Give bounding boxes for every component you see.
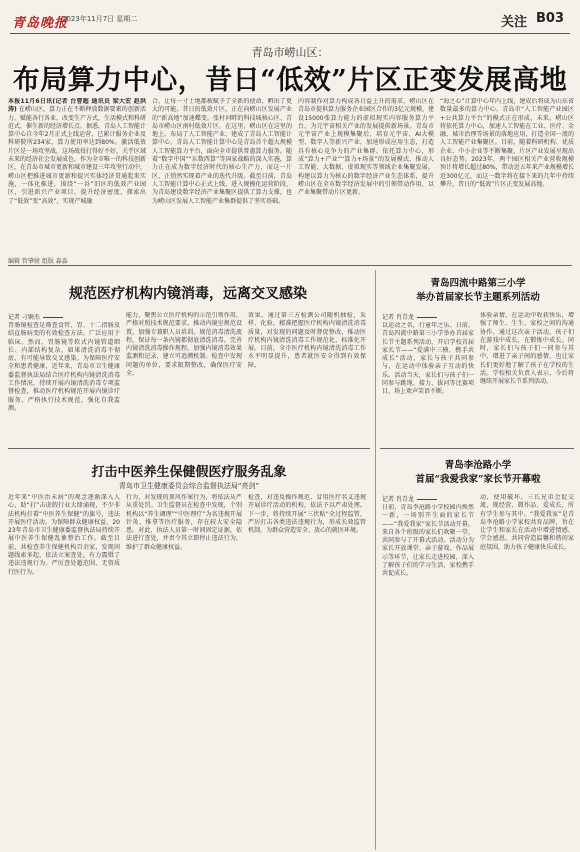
column-divider bbox=[375, 270, 376, 850]
story-divider-right bbox=[380, 448, 574, 449]
story4-headline-line2: 举办首届家长节主题系列活动 bbox=[416, 292, 540, 303]
lead-headline: 布局算力中心，昔日“低效”片区正变发展高地 bbox=[12, 65, 568, 96]
story5-column-1: 日前，青岛李沧路小学校园内焕然一新，一场别开生面的家长节——“我爱我家”家长节活动开幕，来自各个班级的家长们欢聚一堂，共同参与了开幕式活动。活动分为家长开放课堂、亲子游戏、作品展示等环节，让家长走进校园，深入了解孩子们的学习生活，家校携手共促成长。 bbox=[382, 504, 474, 578]
story3-headline: 打击中医养生保健假医疗服务乱象 bbox=[91, 465, 287, 480]
masthead bbox=[0, 0, 580, 36]
story2-column-1: 胃肠镜检查是筛查食管、胃、十二指肠及结直肠病变的有效检查方法。广泛应用于临床。然而，胃肠镜等软式内镜管道细长、内部结构复杂，如果清洗消毒不彻底，有可能导致交叉感染。为保障医疗安全和患者健康，近年来，青岛市卫生健康委监督执法局结合医疗机构内镜清洗消毒工作情况，持续开展内镜清洗消毒专项监督检查，推动医疗机构规范开展内镜诊疗服务。严格执行技术规范，强化自我监测。 bbox=[8, 322, 120, 412]
issue-date: 2023年11月7日 星期二 bbox=[62, 15, 138, 23]
section-divider bbox=[8, 265, 572, 266]
story4-headline-line1: 青岛四流中路第三小学 bbox=[430, 278, 526, 289]
story2-reporter-text: 记者 刁婀杰 bbox=[8, 314, 40, 321]
story5-column-2: 动，使用破坏、三长兄弟会促交流、现经营、微作品、爱成长，所有学生参与其中。“我爱我家”是青岛李沧路小学家校共育品牌，旨在让学生和家长在活动中增进情感，学会感恩，共同营造温馨和谐的家庭氛围，助力孩子健康快乐成长。 bbox=[480, 494, 574, 551]
story4-reporter bbox=[382, 312, 437, 321]
lead-byline: 本报11月6日讯(记者 台曹超 通讯员 梁大宏 赵洪涛) bbox=[8, 98, 146, 114]
lead-column-1 bbox=[8, 98, 146, 250]
story4-column-2: 体验亲情，在运动中收获快乐，增强了师生、生生、家校之间的沟通协作。通过这次亲子活动，孩子们在游戏中成长，在锻炼中成长。同时，家长们与孩子们一同参与其中，增进了亲子间的感情，也让家长们更好地了解了孩子在学校的生活。学校相关负责人表示，今后将继续开展家长节系列活动。 bbox=[480, 312, 574, 386]
page-number: B03 bbox=[536, 11, 564, 26]
masthead-rule bbox=[10, 33, 570, 34]
story5-headline-line2: 首届“我爱我家”家长节开幕啦 bbox=[415, 474, 541, 485]
reporter-rule bbox=[417, 499, 437, 500]
story5-headline bbox=[382, 459, 574, 487]
story-divider bbox=[8, 448, 370, 449]
section-title: 关注 bbox=[501, 15, 528, 30]
lead-column-3: 内容制作对算力构成各日益上升的需求，崂山区在青岛市提供算力服务企业园区合作的3亿元规模，建设15000张算力能力的虚拟现实内容服务算力平台，为元宇宙相关产业的发展提供新场景。青岛市元宇宙产业上规模集聚后，培育元宇宙、AI大模型、数字人等新兴产业，加速形成应用生态，打造具有核心竞争力的产业集群。依托算力中心，形成“算力+产业”“算力+场景”的发展模式，推动人工智能、大数据、虚拟现实等领域企业集聚发展，构建以算力为核心的数字经济产业生态体系，提升崂山区在全市数字经济发展中的引领带动作用，以产业集聚带动片区更新。 bbox=[298, 98, 434, 197]
story2-column-2: 能力，聚焦公立医疗机构的示范引领作用，严格对照技术规范要求，推动内镜室规范设置，加强专兼职人员培训。规范消毒清洗流程，保证每一条内镜都彻底清洗消毒。完善内镜清洗消毒操作规程，加强内镜消毒效果监测和记录，建立可追溯机制。检查中发现问题的单位，要求限期整改，确保医疗安全。 bbox=[126, 312, 242, 378]
story5-headline-line1: 青岛李沧路小学 bbox=[444, 460, 512, 471]
story5-reporter-text: 记者 肖青龙 bbox=[382, 496, 414, 503]
reporter-rule bbox=[43, 317, 63, 318]
lead-kicker: 青岛市崂山区： bbox=[251, 46, 329, 59]
story2-column-3: 效果，通过第三方检测公司随机抽检，采样、化验，精准把握医疗机构内镜清洗消毒质量，对发现的问题及时督促整改，推动医疗机构内镜清洗消毒工作规范化、标准化开展。目前，全市医疗机构内镜清洗消毒工作水平明显提升，患者就医安全得到有效保障。 bbox=[248, 312, 366, 369]
story3-column-2: 行为，对发现的顶风作案行为，将依法从严从重处罚。卫生监督员在检查中发现，个别机构以“养生调理”“中医理疗”为名违规开展针灸、推拿等医疗服务，存在较大安全隐患。对此，执法人员第一时间固定证据，依法进行查处，并责令其立即停止违法行为，维护了群众健康权益。 bbox=[126, 494, 242, 551]
lead-column-2: 合，让每一寸土地都被赋予了全新的使命，孵出了更大的可能。昔日的低效片区，正在向崂山区发展产业的“新高地”加速蝶变。张村河畔的科技城核心区、青岛市崂山区南村低效片区，在这里，崂山区在这里的地上，布局了人工智能产业，建成了青岛人工智能计算中心，青岛人工智能计算中心是青岛首个超大规模人工智能算力平台，面向全市提供普惠算力服务。随着“数字中国”“东数西算”等国家战略的深入实施，算力正在成为数字经济时代的核心生产力，而这一片区，正悄然实现着产业的迭代升级。截至目前，青岛人工智能计算中心正式上线，进入规模化运营阶段，为青岛建设数字经济产业集聚区提供了算力支撑，也为崂山区发展人工智能产业集群提供了坚实基础。 bbox=[152, 98, 292, 205]
story2-reporter bbox=[8, 312, 63, 321]
story3-column-3: 检查，对违反操作规范、冒用医疗名义违规开展诊疗活动的机构，依法予以严肃处理。下一步，将持续开展“三伏贴”全过程监管，严厉打击各类违法违规行为，形成长效监管机制，为群众营造安全、放心的就医环境。 bbox=[248, 494, 366, 535]
story2-headline: 规范医疗机构内镜消毒，远离交叉感染 bbox=[69, 286, 307, 302]
story3-column-1: 近年来“中医治未病”的观念逐渐深入人心，助“打”击虚假行业大肆涌现，不少非法机构打着“中医养生保健”的旗号，违法开展医疗活动。为保障群众健康权益，2023年青岛市卫生健康委监督执法局持续开展中医养生保健乱象整治工作。截至目前，共检查养生保健机构百余家，发现问题线索多起，依法立案查处，有力震慑了违法违规行为。严厉查处超范围、无资质行医行为。 bbox=[8, 494, 120, 576]
story4-reporter-text: 记者 肖青龙 bbox=[382, 314, 414, 321]
editor-credit: 编辑 管肇骏 组版 淼淼 bbox=[8, 258, 68, 265]
lead-col1-text: 在崂山区，算力正在不断释放数据要素的创新活力，赋能各行各业，改变生产方式，生活模式和科研范式，催生新的经济增长点。据悉，青岛人工智能计算中心自今年2月正式上线运营，已累计服务企业及科研院所234家，算力使用率达到80%。激活低效片区是一场攻坚战，这场战役打得好不好，关乎区域未来的经济社会发展成色。作为全市唯一的科技创新区，在青岛市城市更新和城市建设三年攻坚行动中，崂山区把推进城市更新和提兴实体经济贯通起来实施，一体化推进，围绕“一谷”旧区的低效产业园区，引进新兴产业项目，提升经济密度，探索出了“低效”变“高效”，实现产城融 bbox=[8, 106, 146, 205]
newspaper-logo: 青岛晚报 bbox=[12, 16, 69, 31]
reporter-rule bbox=[417, 317, 437, 318]
story3-subhead: 青岛市卫生健康委员会综合监督执法局“亮剑” bbox=[118, 482, 260, 490]
story5-reporter bbox=[382, 494, 437, 503]
story4-headline bbox=[382, 277, 574, 305]
lead-column-4: “海之心”计算中心年内上线，建成后将成为山东省数量最多的算力中心，青岛市“人工智能产业园区+公共算力平台”的模式正在形成，未来，崂山区将依托算力中心，加速人工智能在工业、医疗、金融、城市治理等场景的落地应用，打造全国一流的人工智能产业集聚区。目前，随着科研机构、优质企业、中小企业等不断集聚，片区产业发展呈现出良好态势。2023年，两个园区相关产业营收规模预计将增长超过80%，带动近五年来产业规模增长近300亿元，而这一数字将在接下来的几年中持续攀升，昔日的“低效”片区正变发展高地。 bbox=[440, 98, 574, 188]
story4-column-1: 以运动之名，行童年之乐。日前，青岛四流中路第三小学举办首届家长节主题系列活动，开启学校首届家长节——“爱满中三横，携手共成长”活动，家长与孩子共同参与，在运动中体验亲子互动的快乐。活动当天，家长们与孩子们一同参与跳绳、接力、拔河等比赛项目，场上欢声笑语不断。 bbox=[382, 322, 474, 396]
